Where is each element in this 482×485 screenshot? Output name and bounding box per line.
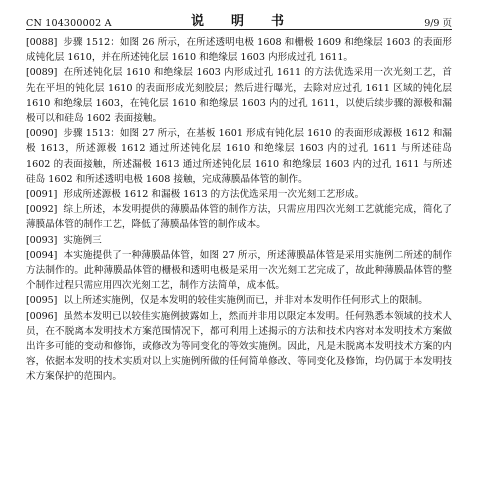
paragraph-text: 形成所述源极 1612 和漏极 1613 的方法优选采用一次光刻工艺形成。 bbox=[63, 189, 365, 201]
paragraph-text: 步骤 1512：如图 26 所示，在所述透明电极 1608 和栅极 1609 和绝缘层 1603 的表面形成钝化层 1610，并在所述钝化层 1610 和绝缘层 1603 内形成过孔 1611。 bbox=[26, 37, 452, 64]
paragraph-number: [0089] bbox=[26, 67, 58, 79]
paragraph-number: [0088] bbox=[26, 37, 58, 48]
paragraph-0093 bbox=[26, 233, 452, 248]
paragraph-number: [0095] bbox=[26, 295, 58, 307]
paragraph-text: 虽然本发明已以较佳实施例披露如上，然而并非用以限定本发明。任何熟悉本领域的技术人员，在不脱离本发明技术方案范围情况下，都可利用上述揭示的方法和技术内容对本发明技术方案做出许多可能的变动和修饰，或修改为等同变化的等效实施例。因此，凡是未脱离本发明技术方案的内容，依据本发明的技术实质对以上实施例所做的任何简单修改、等同变化及修饰，均仍属于本发明技术方案保护的范围内。 bbox=[26, 310, 452, 383]
document-body bbox=[26, 35, 452, 385]
paragraph-0088 bbox=[26, 35, 452, 65]
document-title: 说 明 书 bbox=[190, 14, 291, 29]
paragraph-0094 bbox=[26, 248, 452, 294]
paragraph-number: [0091] bbox=[26, 189, 58, 201]
paragraph-0092 bbox=[26, 202, 452, 232]
paragraph-text: 综上所述，本发明提供的薄膜晶体管的制作方法，只需应用四次光刻工艺就能完成，简化了薄膜晶体管的制作工艺，降低了薄膜晶体管的制作成本。 bbox=[26, 204, 452, 231]
paragraph-text: 本实施提供了一种薄膜晶体管，如图 27 所示，所述薄膜晶体管是采用实施例二所述的制作方法制作的。此种薄膜晶体管的栅极和透明电极是采用一次光刻工艺完成了，故此种薄膜晶体管的整个制作过程只需应用四次光刻工艺，制作方法简单，成本低。 bbox=[26, 249, 452, 292]
paragraph-number: [0096] bbox=[26, 310, 58, 322]
section-heading: 实施例三 bbox=[63, 234, 102, 246]
paragraph-number: [0092] bbox=[26, 204, 58, 216]
paragraph-number: [0094] bbox=[26, 249, 58, 261]
paragraph-number: [0090] bbox=[26, 128, 58, 140]
paragraph-0090 bbox=[26, 126, 452, 187]
page-header bbox=[26, 12, 452, 30]
paragraph-0096 bbox=[26, 309, 452, 385]
page-number: 9/9 页 bbox=[424, 18, 452, 29]
paragraph-text: 步骤 1513：如图 27 所示，在基板 1601 形成有钝化层 1610 的表面形成源极 1612 和漏极 1613，所述源极 1612 通过所述钝化层 1610 和绝缘层 1603 内的过孔 1611 与所述硅岛 1602 的表面接触，所述漏极 1613 通过所述钝化层 1610 和绝缘层 1603 内的过孔 1611 与所述硅岛 1602 和所述透明电极 1608 接触，完成薄膜晶体管的制作。 bbox=[26, 128, 452, 185]
publication-number: CN 104300002 A bbox=[26, 18, 112, 29]
paragraph-text: 在所述钝化层 1610 和绝缘层 1603 内形成过孔 1611 的方法优选采用一次光刻工艺，首先在平坦的钝化层 1610 的表面形成光刻胶层；然后进行曝光，去除对应过孔 1611 区域的钝化层 1610 和绝缘层 1603，在钝化层 1610 和绝缘层 1603 内的过孔 1611，以使后续步骤的源极和漏极可以和硅岛 1602 表面接触。 bbox=[26, 67, 452, 125]
paragraph-0089 bbox=[26, 65, 452, 126]
paragraph-0095 bbox=[26, 293, 452, 308]
paragraph-number: [0093] bbox=[26, 234, 58, 246]
paragraph-text: 以上所述实施例，仅是本发明的较佳实施例而已，并非对本发明作任何形式上的限制。 bbox=[63, 295, 428, 307]
paragraph-0091 bbox=[26, 187, 452, 202]
